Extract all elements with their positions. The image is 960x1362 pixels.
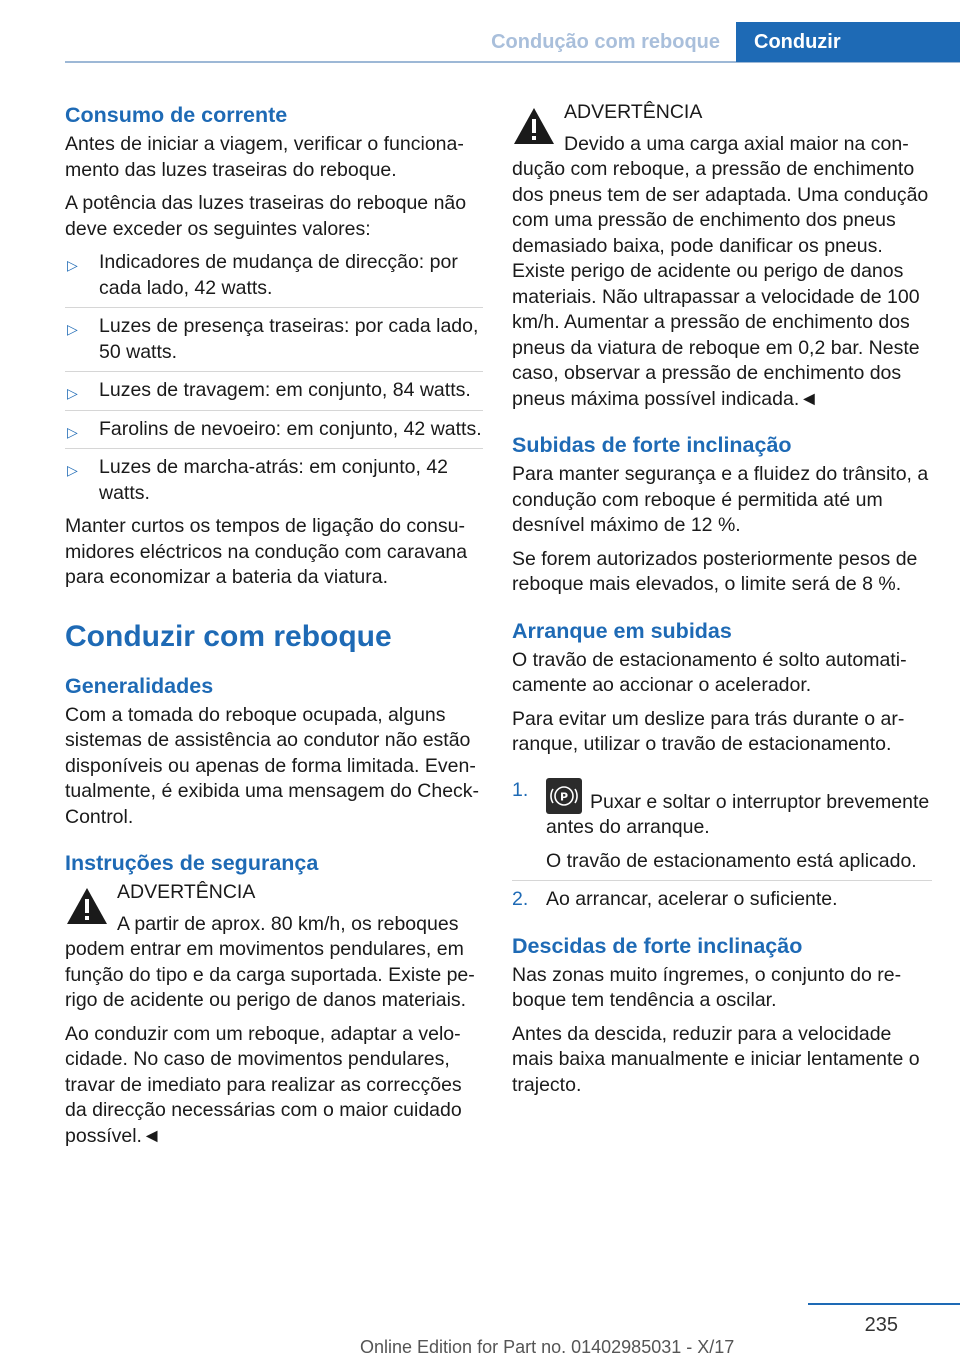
arranque-heading: Arranque em subidas bbox=[512, 618, 732, 643]
parking-brake-button-icon bbox=[546, 778, 582, 814]
list-item: ▷ Luzes de marcha-atrás: em conjunto, 42 watts. bbox=[67, 456, 449, 504]
step-number: 1. bbox=[512, 778, 529, 801]
triangle-bullet-icon: ▷ bbox=[67, 385, 78, 401]
seguranca-heading: Instruções de segurança bbox=[65, 851, 319, 875]
list-item: ▷ Luzes de travagem: em conjunto, 84 watts. bbox=[65, 378, 483, 411]
footer-rule bbox=[808, 1303, 960, 1305]
warning-title: ADVERTÊNCIA bbox=[117, 881, 256, 903]
subidas-paragraph-1: Para manter segurança e a fluidez do trânsito, a condução com reboque é permitida até um desnível máximo de 12 %. bbox=[512, 463, 929, 536]
descidas-heading: Descidas de forte inclinação bbox=[512, 933, 803, 958]
header-chapter: Conduzir bbox=[736, 22, 960, 62]
step-result: O travão de estacionamento está aplicado. bbox=[546, 849, 917, 872]
list-item: ▷ Luzes de presença traseiras: por cada lado, 50 watts. bbox=[65, 314, 483, 372]
subidas-paragraph-2: Se forem autorizados posteriormente pesos de reboque mais elevados, o limite será de 8 %. bbox=[512, 547, 918, 595]
triangle-bullet-icon: ▷ bbox=[67, 321, 78, 337]
warning-paragraph: Devido a uma carga axial maior na condução com reboque, a pressão de enchimento dos pneus tem de ser adaptada. Uma condução com uma pressão de enchimento dos pneus demasiado baixa, pode danificar os pneus. Existe perigo de acidente ou perigo de danos materiais. Não ultrapassar a velocidade de 100 km/h. Aumentar a pressão de enchimento dos pneus da viatura de reboque em 0,2 bar. Neste caso, observar a pressão de enchimento dos pneus máxima possível indicada.◄ bbox=[512, 132, 929, 410]
list-item: ▷ Farolins de nevoeiro: em conjunto, 42 watts. bbox=[65, 417, 483, 450]
warning-paragraph-1: A partir de aprox. 80 km/h, os reboques podem entrar em movimentos pendulares, em função do tipo e da carga suportada. Existe perigo de acidente ou perigo de danos materiais. bbox=[65, 912, 475, 1011]
list-item: ▷ Indicadores de mudança de direcção: por cada lado, 42 watts. bbox=[65, 250, 483, 308]
triangle-bullet-icon: ▷ bbox=[67, 423, 78, 440]
consumo-paragraph-1: Antes de iniciar a viagem, verificar o funcionamento das luzes traseiras do reboque. bbox=[65, 133, 464, 181]
steps-list bbox=[512, 778, 932, 913]
consumo-paragraph-2: A potência das luzes traseiras do reboque não deve exceder os seguintes valores: bbox=[65, 192, 467, 240]
warning-title: ADVERTÊNCIA bbox=[564, 101, 703, 123]
left-column bbox=[65, 100, 483, 1157]
consumo-paragraph-3: Manter curtos os tempos de ligação do consumidores eléctricos na condução com caravana para economizar a bateria da viatura. bbox=[65, 515, 468, 588]
subidas-heading: Subidas de forte inclinação bbox=[512, 433, 792, 457]
step-number: 2. bbox=[512, 888, 529, 910]
svg-text:P: P bbox=[559, 790, 569, 803]
generalidades-paragraph: Com a tomada do reboque ocupada, alguns sistemas de assistência ao condutor não estão disponíveis ou apenas de forma limitada. Eventualmente, é exibida uma mensagem do Check-Control. bbox=[65, 703, 480, 828]
right-column bbox=[512, 100, 932, 1106]
header-section: Condução com reboque bbox=[491, 30, 720, 53]
warning-triangle-icon bbox=[512, 106, 556, 146]
main-section-title: Conduzir com reboque bbox=[65, 619, 392, 653]
consumo-heading: Consumo de corrente bbox=[65, 103, 288, 127]
warning-paragraph-2: Ao conduzir com um reboque, adaptar a velocidade. No caso de movimentos pendulares, travar de imediato para realizar as correcções da direcção necessárias com o maior cuidado possível.◄ bbox=[65, 1022, 462, 1147]
generalidades-heading: Generalidades bbox=[65, 673, 214, 698]
list-item: 1. P Puxar e soltar o interruptor brevemente antes do arranque. O travão de estacionamento está aplicado. bbox=[512, 778, 932, 882]
warning-block bbox=[65, 880, 483, 1014]
footer-edition: Online Edition for Part no. 01402985031 - X/17 bbox=[360, 1337, 735, 1357]
arranque-paragraph-1: O travão de estacionamento é solto automaticamente ao accionar o acelerador. bbox=[512, 648, 907, 696]
triangle-bullet-icon: ▷ bbox=[67, 257, 78, 273]
power-list bbox=[65, 250, 483, 506]
descidas-paragraph-1: Nas zonas muito íngremes, o conjunto do reboque tem tendência a oscilar. bbox=[512, 963, 902, 1011]
descidas-paragraph-2: Antes da descida, reduzir para a velocidade mais baixa manualmente e iniciar lentamente o trajecto. bbox=[512, 1022, 920, 1096]
warning-triangle-icon bbox=[65, 886, 109, 926]
triangle-bullet-icon: ▷ bbox=[67, 462, 78, 478]
arranque-paragraph-2: Para evitar um deslize para trás durante o arranque, utilizar o travão de estacionamento. bbox=[512, 707, 905, 755]
page-number: 235 bbox=[864, 1314, 898, 1336]
warning-block bbox=[512, 100, 932, 412]
list-item: 2. Ao arrancar, acelerar o suficiente. bbox=[512, 887, 932, 913]
